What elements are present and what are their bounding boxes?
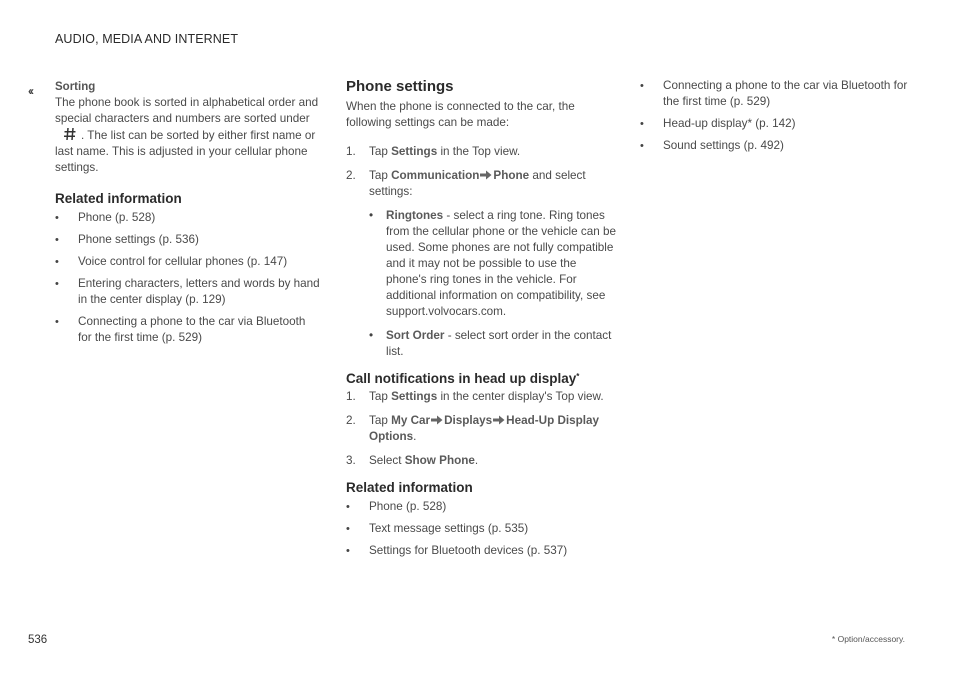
hash-icon <box>63 127 77 141</box>
ringtones-text: - select a ring tone. Ring tones from the cellular phone or the vehicle can be used. Some phones are not fully compatible and it may not be possible to use the phone's ring tones in the vehicle. For additional information on compatibility, see support.volvocars.com. <box>386 209 616 318</box>
step-text: Select <box>369 454 405 467</box>
step-text: in the Top view. <box>437 145 521 158</box>
related-link[interactable]: • Head-up display* (p. 142) <box>640 116 910 132</box>
related-link[interactable]: • Phone (p. 528) <box>55 210 320 226</box>
ui-ringtones: Ringtones <box>386 209 444 222</box>
step-text: . <box>413 430 417 443</box>
related-list-right <box>640 78 910 154</box>
option-footnote: * Option/accessory. <box>831 634 905 644</box>
sorting-text-2: . The list can be sorted by either first name or last name. This is adjusted in your cellular phone settings. <box>55 129 316 174</box>
related-link[interactable]: • Phone (p. 528) <box>346 499 616 515</box>
related-link[interactable]: • Entering characters, letters and words by hand in the center display (p. 129) <box>55 276 320 308</box>
sort-order-text: - select sort order in the contact list. <box>386 329 612 358</box>
step-number: 2. <box>346 169 356 182</box>
step-number: 1. <box>346 145 356 158</box>
arrow-right-icon <box>480 169 492 179</box>
ui-sort-order: Sort Order <box>386 329 445 342</box>
section-title: Phone settings <box>346 78 454 95</box>
sorting-text-1: The phone book is sorted in alphabetical order and special characters and numbers are sorted under <box>55 96 319 125</box>
phone-steps <box>346 144 616 360</box>
related-list-left <box>55 210 320 346</box>
related-heading-left: Related information <box>55 191 182 206</box>
step-text: Tap <box>369 145 392 158</box>
ui-show-phone: Show Phone <box>404 454 475 467</box>
sort-order-option <box>369 328 616 360</box>
related-link[interactable]: • Settings for Bluetooth devices (p. 537) <box>346 543 616 559</box>
ui-displays: Displays <box>444 414 493 427</box>
sorting-paragraph <box>55 95 320 176</box>
hud-steps <box>346 389 616 469</box>
ui-phone: Phone <box>493 169 530 182</box>
step-number: 2. <box>346 414 356 427</box>
sorting-heading: Sorting <box>55 81 96 93</box>
step-text: Tap <box>369 390 392 403</box>
continuation-marker: ‹‹ <box>28 84 32 98</box>
step-text: and select settings: <box>369 169 586 198</box>
step-2 <box>346 168 616 360</box>
related-link[interactable]: • Voice control for cellular phones (p. 147) <box>55 254 320 270</box>
related-link[interactable]: • Phone settings (p. 536) <box>55 232 320 248</box>
step-1 <box>346 389 616 405</box>
related-list-middle <box>346 499 616 559</box>
intro-text: When the phone is connected to the car, the following settings can be made: <box>346 100 575 129</box>
related-link[interactable]: • Sound settings (p. 492) <box>640 138 910 154</box>
step-text: in the center display's Top view. <box>437 390 604 403</box>
left-column <box>55 78 320 352</box>
step-1 <box>346 144 616 160</box>
ui-settings: Settings <box>391 145 438 158</box>
step-3 <box>346 453 616 469</box>
arrow-right-icon <box>431 414 443 424</box>
arrow-right-icon <box>493 414 505 424</box>
right-column <box>640 78 910 160</box>
related-heading-middle: Related information <box>346 480 473 495</box>
running-header: AUDIO, MEDIA AND INTERNET <box>55 32 239 46</box>
ui-settings: Settings <box>391 390 438 403</box>
ui-my-car: My Car <box>391 414 431 427</box>
step-2 <box>346 413 616 445</box>
related-link[interactable]: • Connecting a phone to the car via Bluetooth for the first time (p. 529) <box>640 78 910 110</box>
middle-column <box>346 78 616 565</box>
step-number: 3. <box>346 454 356 467</box>
option-star: * <box>576 372 580 381</box>
ui-head-up-display-options: Head-Up Display Options <box>369 414 600 443</box>
page-number: 536 <box>28 634 48 646</box>
settings-options <box>369 208 616 360</box>
call-notifications-heading <box>346 368 616 387</box>
step-text: Tap <box>369 414 392 427</box>
step-number: 1. <box>346 390 356 403</box>
related-link[interactable]: • Text message settings (p. 535) <box>346 521 616 537</box>
step-text: . <box>474 454 479 467</box>
related-link[interactable]: • Connecting a phone to the car via Bluetooth for the first time (p. 529) <box>55 314 320 346</box>
ringtones-option <box>369 208 616 320</box>
ui-communication: Communication <box>391 169 480 182</box>
step-text: Tap <box>369 169 392 182</box>
call-heading-text: Call notifications in head up display <box>346 371 577 386</box>
